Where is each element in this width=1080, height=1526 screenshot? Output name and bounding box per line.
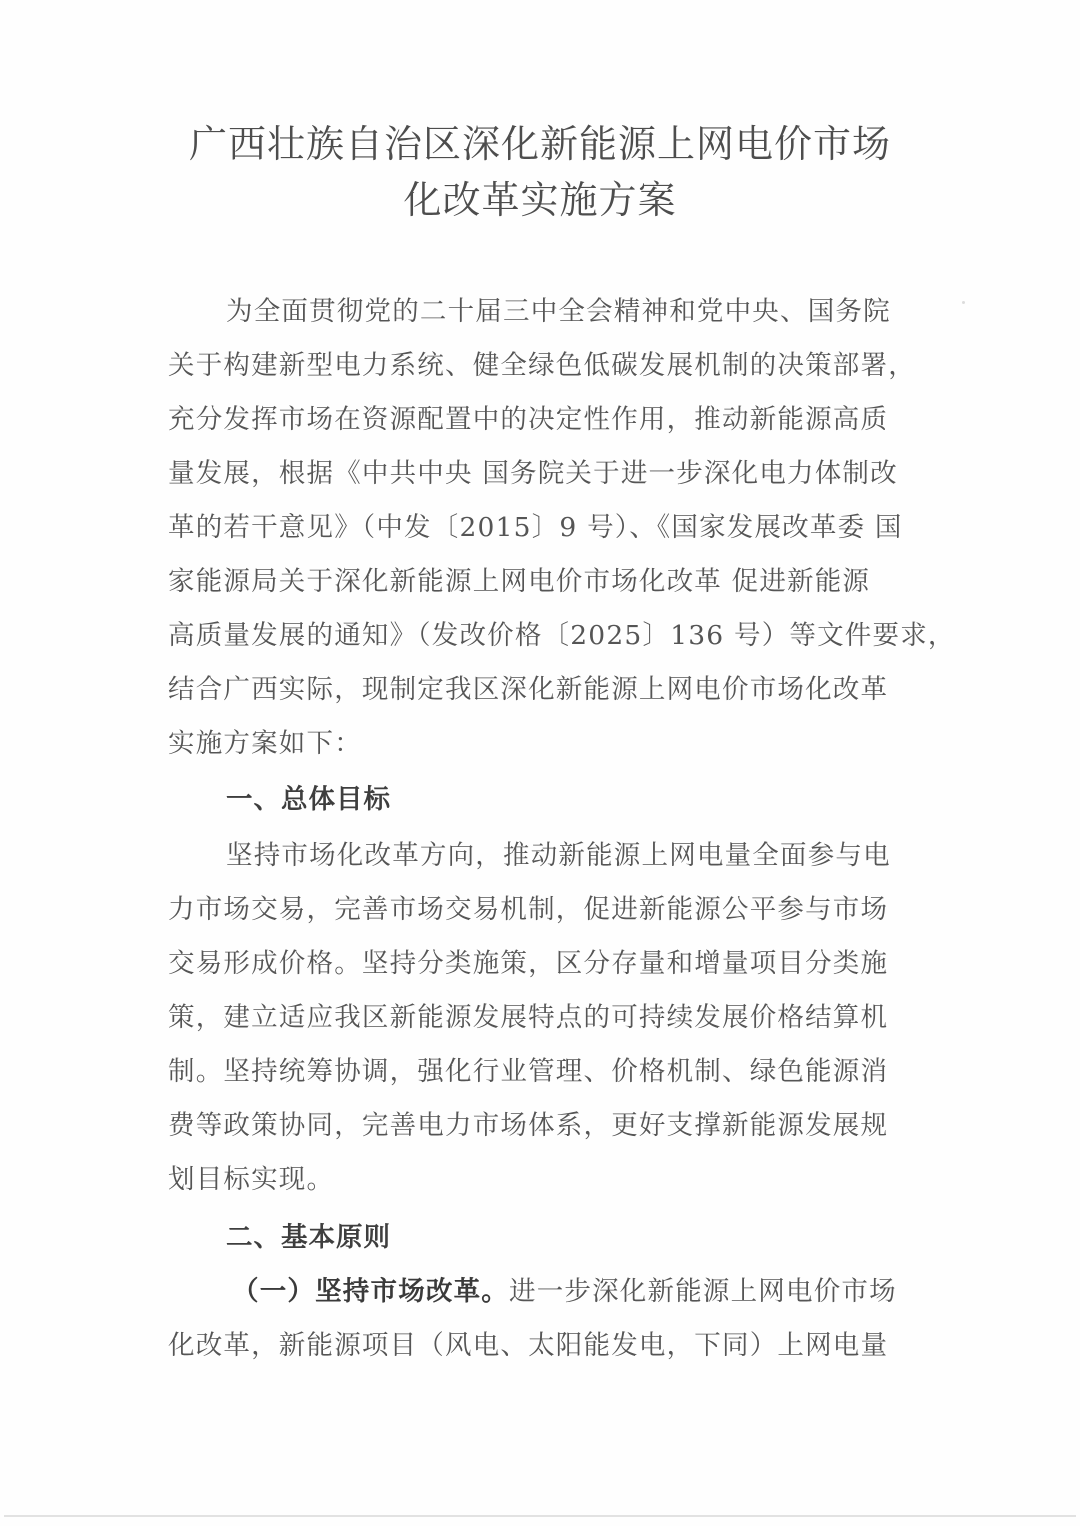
- preamble-line: 高质量发展的通知》（发改价格〔2025〕136 号）等文件要求，: [168, 620, 956, 651]
- section-body-line: 力市场交易，完善市场交易机制，促进新能源公平参与市场: [168, 894, 889, 925]
- preamble-line: 关于构建新型电力系统、健全绿色低碳发展机制的决策部署，: [168, 350, 916, 381]
- section-body-line: 费等政策协同，完善电力市场体系，更好支撑新能源发展规: [168, 1110, 889, 1141]
- preamble-line: 家能源局关于深化新能源上网电价市场化改革 促进新能源: [168, 566, 871, 597]
- section-body-line: 化改革，新能源项目（风电、太阳能发电，下同）上网电量: [168, 1330, 889, 1361]
- preamble-line: 量发展，根据《中共中央 国务院关于进一步深化电力体制改: [168, 458, 898, 489]
- section-body-line: 制。坚持统筹协调，强化行业管理、价格机制、绿色能源消: [168, 1056, 889, 1087]
- document-title-line-2: 化改革实施方案: [403, 178, 677, 222]
- preamble-line: 实施方案如下：: [168, 728, 362, 759]
- subsection-lead: （一）坚持市场改革。: [232, 1276, 509, 1307]
- section-body-line: 策，建立适应我区新能源发展特点的可持续发展价格结算机: [168, 1002, 889, 1033]
- preamble-line: 结合广西实际，现制定我区深化新能源上网电价市场化改革: [168, 674, 889, 705]
- scan-edge-line: [4, 1515, 1076, 1517]
- preamble-line: 为全面贯彻党的二十届三中全会精神和党中央、国务院: [226, 296, 891, 327]
- section-body-line: 划目标实现。: [168, 1164, 335, 1195]
- preamble-line: 充分发挥市场在资源配置中的决定性作用，推动新能源高质: [168, 404, 889, 435]
- preamble-line: 革的若干意见》（中发〔2015〕9 号）、《国家发展改革委 国: [168, 512, 903, 543]
- section-body-line: 坚持市场化改革方向，推动新能源上网电量全面参与电: [226, 840, 891, 871]
- section-heading-basic-principles: 二、基本原则: [226, 1222, 391, 1253]
- document-title-line-1: 广西壮族自治区深化新能源上网电价市场: [188, 122, 891, 166]
- subsection-text: 进一步深化新能源上网电价市场: [509, 1276, 897, 1307]
- scan-speck: [962, 301, 965, 304]
- subsection-first-line: [232, 1272, 992, 1312]
- section-body-line: 交易形成价格。坚持分类施策，区分存量和增量项目分类施: [168, 948, 889, 979]
- section-heading-overall-goals: 一、总体目标: [226, 784, 391, 815]
